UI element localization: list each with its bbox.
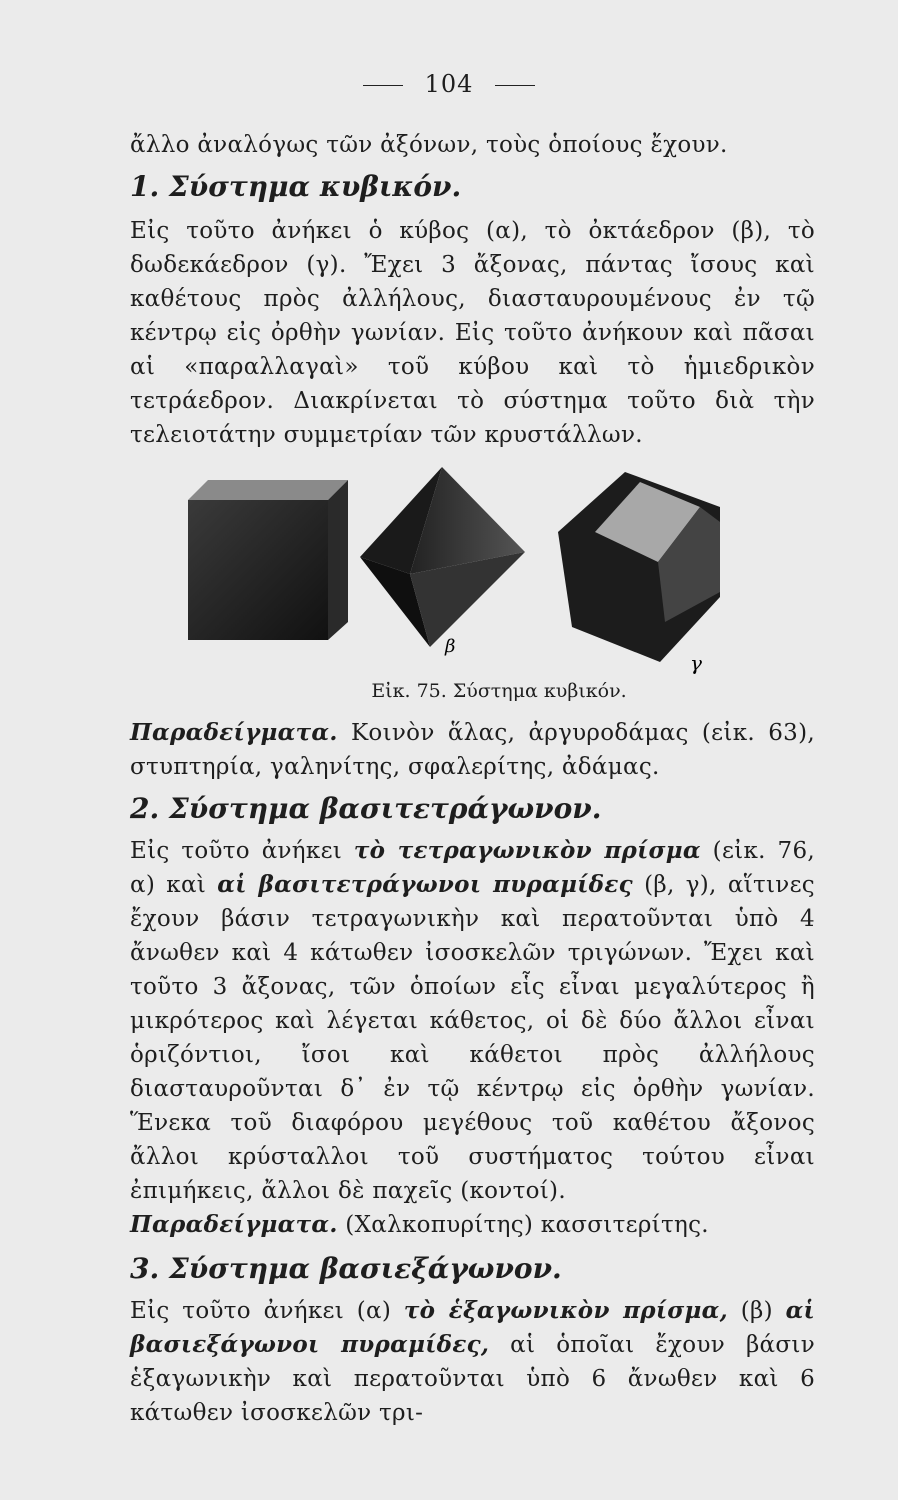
examples-1: Παραδείγματα. Κοινὸν ἅλας, ἀργυροδάμας (εἰκ. 63), στυπτηρία, γαληνίτης, σφαλερίτης, ἀδάμας.	[130, 719, 815, 780]
heading-hexagonal-system: 3. Σύστημα βασιεξάγωνον.	[130, 1252, 562, 1285]
cube-crystal	[188, 480, 348, 640]
text-top	[130, 128, 815, 452]
heading-cubic-system: 1. Σύστημα κυβικόν.	[130, 170, 462, 203]
label-beta: β	[445, 636, 456, 657]
paragraph-cubic: Εἰς τοῦτο ἀνήκει ὁ κύβος (α), τὸ ὀκτάεδρον (β), τὸ δωδεκάεδρον (γ). Ἔχει 3 ἄξονας, πάντας ἴσους καὶ καθέτους πρὸς ἀλλήλους, διασταυρουμένους ἐν τῷ κέντρῳ εἰς ὀρθὴν γωνίαν. Εἰς τοῦτο ἀνήκουν καὶ πᾶσαι αἱ «παραλλαγαὶ» τοῦ κύβου καὶ τὸ ἡμιεδρικὸν τετράεδρον. Διακρίνεται τὸ σύστημα τοῦτο διὰ τὴν τελειοτάτην συμμετρίαν τῶν κρυστάλλων.	[130, 218, 815, 448]
page-number: 104	[0, 70, 898, 98]
rule-right	[495, 85, 535, 86]
label-gamma: γ	[690, 651, 702, 675]
figure-caption: Εἰκ. 75. Σύστημα κυβικόν.	[371, 680, 627, 702]
paragraph-hexagonal: Εἰς τοῦτο ἀνήκει (α) τὸ ἑξαγωνικὸν πρίσμα, (β) αἱ βασιεξάγωνοι πυραμίδες, αἱ ὁποῖαι ἔχουν βάσιν ἑξαγωνικὴν καὶ περατοῦνται ὑπὸ 6 ἄνωθεν καὶ 6 κάτωθεν ἰσοσκελῶν τρι-	[130, 1297, 815, 1426]
continuation-line: ἄλλο ἀναλόγως τῶν ἀξόνων, τοὺς ὁποίους ἔχουν.	[130, 132, 728, 158]
octahedron-crystal	[360, 467, 525, 647]
text-bottom	[130, 716, 815, 1430]
crystal-figure	[180, 462, 830, 682]
examples-2: Παραδείγματα. (Χαλκοπυρίτης) κασσιτερίτης.	[130, 1211, 709, 1238]
paragraph-tetragonal: Εἰς τοῦτο ἀνήκει τὸ τετραγωνικὸν πρίσμα (εἰκ. 76, α) καὶ αἱ βασιτετράγωνοι πυραμίδες (β, γ), αἵτινες ἔχουν βάσιν τετραγωνικὴν καὶ περατοῦνται ὑπὸ 4 ἄνωθεν καὶ 4 κάτωθεν ἰσοσκελῶν τριγώνων. Ἔχει καὶ τοῦτο 3 ἄξονας, τῶν ὁποίων εἷς εἶναι μεγαλύτερος ἢ μικρότερος καὶ λέγεται κάθετος, οἱ δὲ δύο ἄλλοι εἶναι ὁριζόντιοι, ἴσοι καὶ κάθετοι πρὸς ἀλλήλους διασταυροῦνται δ᾽ ἐν τῷ κέντρῳ εἰς ὀρθὴν γωνίαν. Ἕνεκα τοῦ διαφόρου μεγέθους τοῦ καθέτου ἄξονος ἄλλοι κρύσταλλοι τοῦ συστήματος τούτου εἶναι ἐπιμήκεις, ἄλλοι δὲ παχεῖς (κοντοί).	[130, 837, 815, 1204]
dodecahedron-crystal	[558, 472, 720, 662]
rule-left	[363, 85, 403, 86]
heading-tetragonal-system: 2. Σύστημα βασιτετράγωνον.	[130, 792, 602, 825]
